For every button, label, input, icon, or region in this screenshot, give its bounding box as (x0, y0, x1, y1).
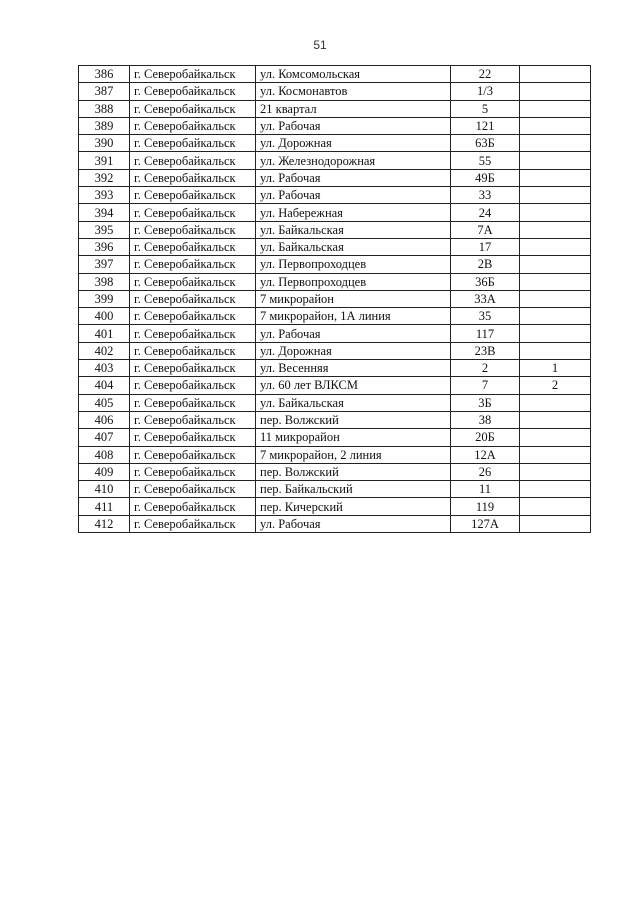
table-row (79, 515, 591, 532)
house-number-cell: 2 (451, 360, 520, 377)
house-number-cell: 55 (451, 152, 520, 169)
row-number-cell: 388 (79, 100, 130, 117)
city-cell: г. Северобайкальск (130, 515, 256, 532)
row-number-cell: 400 (79, 308, 130, 325)
city-cell: г. Северобайкальск (130, 377, 256, 394)
row-number-cell: 390 (79, 135, 130, 152)
apartment-cell (520, 169, 591, 186)
apartment-cell (520, 83, 591, 100)
street-cell: ул. Байкальская (256, 238, 451, 255)
table-row (79, 66, 591, 83)
house-number-cell: 38 (451, 411, 520, 428)
row-number-cell: 398 (79, 273, 130, 290)
street-cell: 7 микрорайон (256, 290, 451, 307)
house-number-cell: 117 (451, 325, 520, 342)
table-row (79, 360, 591, 377)
street-cell: пер. Байкальский (256, 481, 451, 498)
apartment-cell (520, 135, 591, 152)
house-number-cell: 33 (451, 187, 520, 204)
street-cell: ул. 60 лет ВЛКСМ (256, 377, 451, 394)
apartment-cell (520, 221, 591, 238)
table-row (79, 394, 591, 411)
house-number-cell: 36Б (451, 273, 520, 290)
city-cell: г. Северобайкальск (130, 325, 256, 342)
apartment-cell (520, 394, 591, 411)
row-number-cell: 392 (79, 169, 130, 186)
house-number-cell: 127А (451, 515, 520, 532)
apartment-cell: 1 (520, 360, 591, 377)
table-row (79, 308, 591, 325)
apartment-cell: 2 (520, 377, 591, 394)
row-number-cell: 404 (79, 377, 130, 394)
street-cell: 21 квартал (256, 100, 451, 117)
street-cell: ул. Дорожная (256, 342, 451, 359)
row-number-cell: 401 (79, 325, 130, 342)
house-number-cell: 17 (451, 238, 520, 255)
city-cell: г. Северобайкальск (130, 429, 256, 446)
table-row (79, 204, 591, 221)
city-cell: г. Северобайкальск (130, 498, 256, 515)
street-cell: пер. Кичерский (256, 498, 451, 515)
house-number-cell: 63Б (451, 135, 520, 152)
row-number-cell: 386 (79, 66, 130, 83)
apartment-cell (520, 256, 591, 273)
street-cell: ул. Первопроходцев (256, 273, 451, 290)
house-number-cell: 5 (451, 100, 520, 117)
apartment-cell (520, 308, 591, 325)
house-number-cell: 26 (451, 463, 520, 480)
apartment-cell (520, 290, 591, 307)
city-cell: г. Северобайкальск (130, 221, 256, 238)
address-table (78, 65, 591, 533)
table-row (79, 481, 591, 498)
row-number-cell: 403 (79, 360, 130, 377)
apartment-cell (520, 498, 591, 515)
street-cell: пер. Волжский (256, 463, 451, 480)
table-row (79, 377, 591, 394)
house-number-cell: 35 (451, 308, 520, 325)
table-row (79, 290, 591, 307)
street-cell: ул. Набережная (256, 204, 451, 221)
table-row (79, 342, 591, 359)
apartment-cell (520, 429, 591, 446)
street-cell: ул. Рабочая (256, 169, 451, 186)
street-cell: ул. Весенняя (256, 360, 451, 377)
street-cell: пер. Волжский (256, 411, 451, 428)
apartment-cell (520, 325, 591, 342)
house-number-cell: 2В (451, 256, 520, 273)
city-cell: г. Северобайкальск (130, 204, 256, 221)
street-cell: 11 микрорайон (256, 429, 451, 446)
row-number-cell: 412 (79, 515, 130, 532)
street-cell: ул. Железнодорожная (256, 152, 451, 169)
address-table-body (79, 66, 591, 533)
street-cell: ул. Байкальская (256, 394, 451, 411)
city-cell: г. Северобайкальск (130, 66, 256, 83)
city-cell: г. Северобайкальск (130, 446, 256, 463)
city-cell: г. Северобайкальск (130, 238, 256, 255)
street-cell: ул. Комсомольская (256, 66, 451, 83)
house-number-cell: 24 (451, 204, 520, 221)
house-number-cell: 3Б (451, 394, 520, 411)
table-row (79, 117, 591, 134)
house-number-cell: 12А (451, 446, 520, 463)
apartment-cell (520, 411, 591, 428)
city-cell: г. Северобайкальск (130, 360, 256, 377)
city-cell: г. Северобайкальск (130, 169, 256, 186)
city-cell: г. Северобайкальск (130, 83, 256, 100)
house-number-cell: 23В (451, 342, 520, 359)
table-row (79, 411, 591, 428)
row-number-cell: 389 (79, 117, 130, 134)
house-number-cell: 7А (451, 221, 520, 238)
apartment-cell (520, 117, 591, 134)
row-number-cell: 411 (79, 498, 130, 515)
apartment-cell (520, 273, 591, 290)
street-cell: ул. Дорожная (256, 135, 451, 152)
table-row (79, 169, 591, 186)
row-number-cell: 405 (79, 394, 130, 411)
street-cell: 7 микрорайон, 2 линия (256, 446, 451, 463)
house-number-cell: 20Б (451, 429, 520, 446)
table-row (79, 152, 591, 169)
city-cell: г. Северобайкальск (130, 394, 256, 411)
table-row (79, 221, 591, 238)
table-row (79, 498, 591, 515)
city-cell: г. Северобайкальск (130, 290, 256, 307)
apartment-cell (520, 463, 591, 480)
row-number-cell: 406 (79, 411, 130, 428)
page-number: 51 (313, 38, 327, 52)
table-row (79, 446, 591, 463)
table-row (79, 256, 591, 273)
apartment-cell (520, 515, 591, 532)
city-cell: г. Северобайкальск (130, 308, 256, 325)
house-number-cell: 1/3 (451, 83, 520, 100)
city-cell: г. Северобайкальск (130, 100, 256, 117)
street-cell: ул. Рабочая (256, 117, 451, 134)
apartment-cell (520, 342, 591, 359)
table-row (79, 429, 591, 446)
table-row (79, 135, 591, 152)
street-cell: 7 микрорайон, 1А линия (256, 308, 451, 325)
street-cell: ул. Байкальская (256, 221, 451, 238)
city-cell: г. Северобайкальск (130, 187, 256, 204)
apartment-cell (520, 152, 591, 169)
city-cell: г. Северобайкальск (130, 256, 256, 273)
apartment-cell (520, 238, 591, 255)
row-number-cell: 394 (79, 204, 130, 221)
street-cell: ул. Рабочая (256, 515, 451, 532)
table-row (79, 463, 591, 480)
street-cell: ул. Рабочая (256, 325, 451, 342)
row-number-cell: 393 (79, 187, 130, 204)
table-row (79, 83, 591, 100)
house-number-cell: 7 (451, 377, 520, 394)
apartment-cell (520, 204, 591, 221)
row-number-cell: 410 (79, 481, 130, 498)
house-number-cell: 121 (451, 117, 520, 134)
table-row (79, 187, 591, 204)
street-cell: ул. Рабочая (256, 187, 451, 204)
city-cell: г. Северобайкальск (130, 135, 256, 152)
house-number-cell: 11 (451, 481, 520, 498)
row-number-cell: 395 (79, 221, 130, 238)
row-number-cell: 402 (79, 342, 130, 359)
row-number-cell: 407 (79, 429, 130, 446)
table-row (79, 273, 591, 290)
city-cell: г. Северобайкальск (130, 463, 256, 480)
city-cell: г. Северобайкальск (130, 273, 256, 290)
city-cell: г. Северобайкальск (130, 152, 256, 169)
city-cell: г. Северобайкальск (130, 342, 256, 359)
table-row (79, 100, 591, 117)
city-cell: г. Северобайкальск (130, 481, 256, 498)
row-number-cell: 399 (79, 290, 130, 307)
row-number-cell: 409 (79, 463, 130, 480)
house-number-cell: 119 (451, 498, 520, 515)
row-number-cell: 397 (79, 256, 130, 273)
row-number-cell: 396 (79, 238, 130, 255)
house-number-cell: 22 (451, 66, 520, 83)
city-cell: г. Северобайкальск (130, 117, 256, 134)
table-row (79, 325, 591, 342)
city-cell: г. Северобайкальск (130, 411, 256, 428)
row-number-cell: 391 (79, 152, 130, 169)
apartment-cell (520, 100, 591, 117)
row-number-cell: 408 (79, 446, 130, 463)
apartment-cell (520, 481, 591, 498)
table-row (79, 238, 591, 255)
street-cell: ул. Первопроходцев (256, 256, 451, 273)
row-number-cell: 387 (79, 83, 130, 100)
house-number-cell: 33А (451, 290, 520, 307)
apartment-cell (520, 66, 591, 83)
street-cell: ул. Космонавтов (256, 83, 451, 100)
apartment-cell (520, 446, 591, 463)
house-number-cell: 49Б (451, 169, 520, 186)
apartment-cell (520, 187, 591, 204)
